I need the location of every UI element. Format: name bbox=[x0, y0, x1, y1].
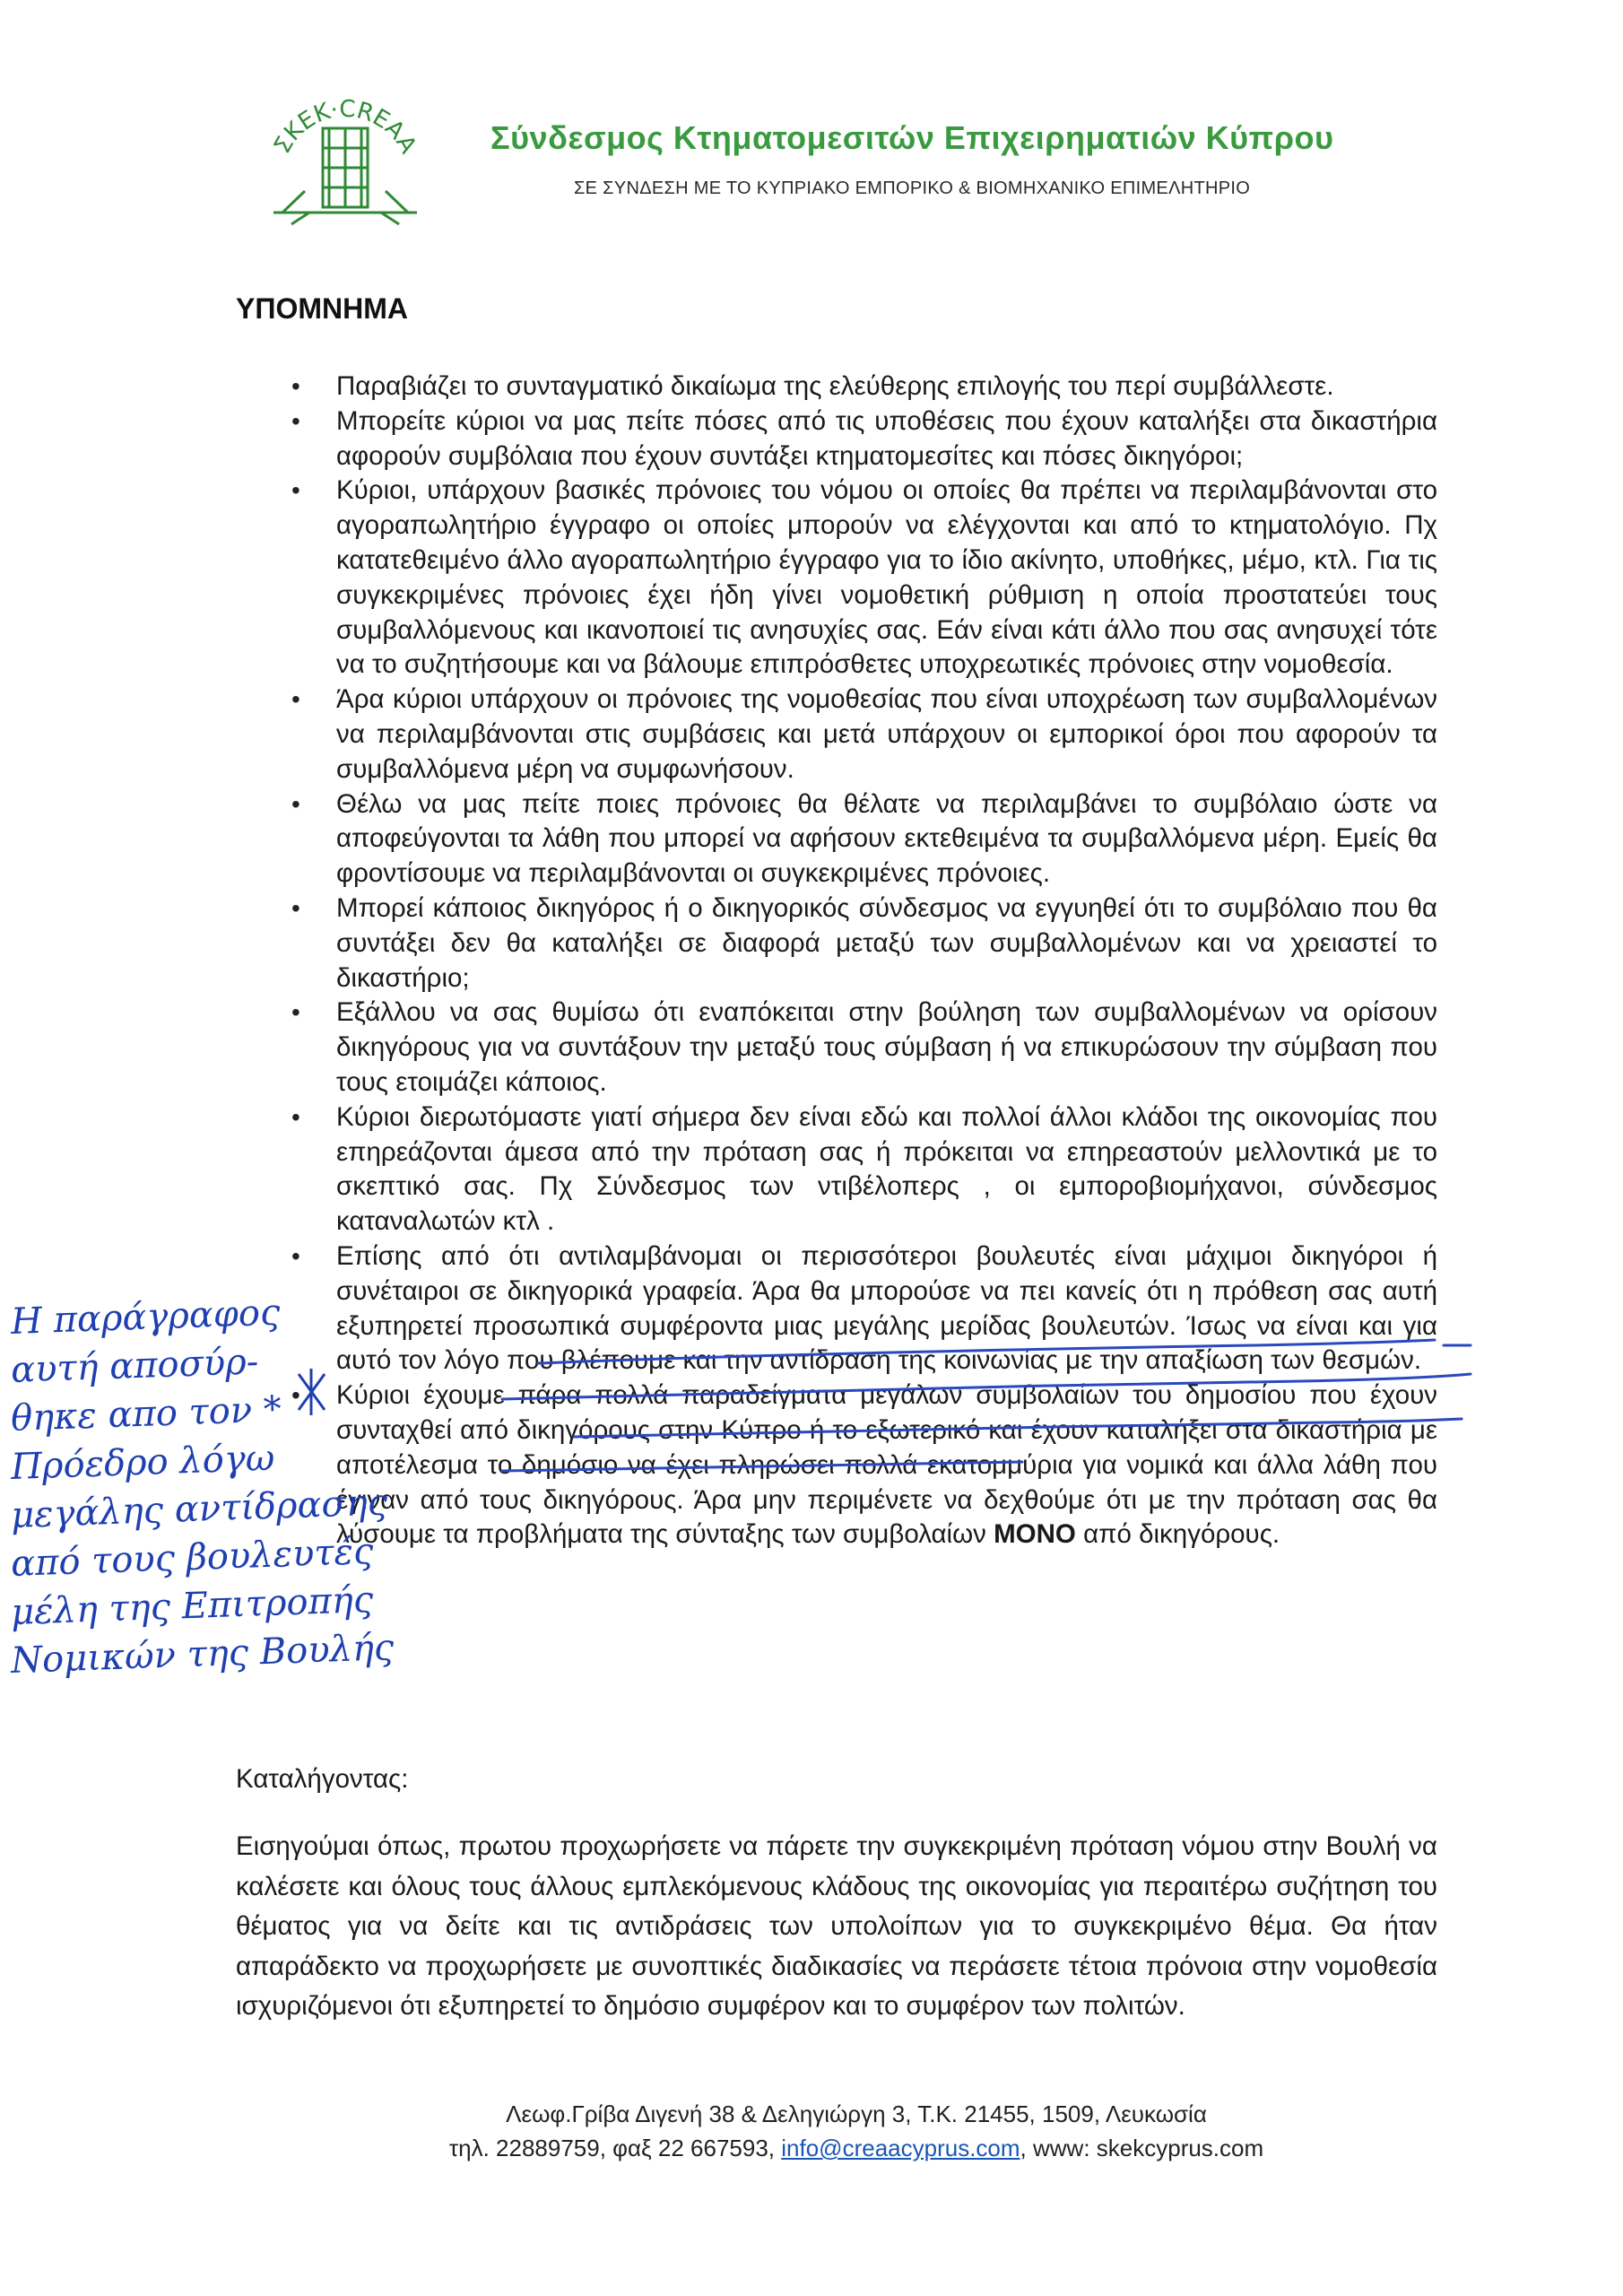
note-line: Πρόεδρο λόγω bbox=[10, 1437, 276, 1488]
bullet-item: • Θέλω να μας πείτε ποιες πρόνοιες θα θέλατε να περιλαμβάνει το συμβόλαιο ώστε να αποφεύγονται τα λάθη που μπορεί να αφήσουν εκτεθειμένα τα συμβαλλόμενα μέρη. Εμείς θα φροντίσουμε να περιλαμβάνονται οι συγκεκριμένες πρόνοιες. bbox=[236, 787, 1437, 891]
note-line: Νομικών της Βουλής bbox=[10, 1627, 395, 1682]
skek-logo-icon bbox=[256, 94, 435, 229]
bullet-item: • Κύριοι, υπάρχουν βασικές πρόνοιες του νόμου οι οποίες θα πρέπει να περιλαμβάνονται στο αγοραπωλητήριο έγγραφο οι οποίες μπορούν να ελέγχονται και από το κτηματολόγιο. Πχ κατατεθειμένο άλλο αγοραπωλητήριο έγγραφο για το ίδιο ακίνητο, υποθήκες, μέμο, κτλ. Για τις συγκεκριμένες πρόνοιες έχει ήδη γίνει νομοθετική ρύθμιση η οποία προστατεύει τους συμβαλλόμενους και ικανοποιεί τις ανησυχίες σας. Εάν είναι κάτι άλλο που σας ανησυχεί τότε να το συζητήσουμε και να βάλουμε επιπρόσθετες υποχρεωτικές πρόνοιες στην νομοθεσία. bbox=[236, 474, 1437, 683]
note-line: Η παράγραφος bbox=[10, 1292, 282, 1343]
bullet-item: • Εξάλλου να σας θυμίσω ότι εναπόκειται στην βούληση των συμβαλλομένων να ορίσουν δικηγόρους για να συντάξουν την μεταξύ τους σύμβαση ή να επικυρώσουν την σύμβαση που τους ετοιμάζει κάποιος. bbox=[236, 996, 1437, 1100]
bullet-item bbox=[236, 1378, 1437, 1552]
note-line: μέλη της Επιτροπής bbox=[10, 1578, 374, 1633]
note-line: θηκε απο τον * bbox=[10, 1388, 282, 1439]
note-line: από τους βουλευτές bbox=[10, 1530, 375, 1585]
svg-text:ΣΚΕΚ·CREAA: ΣΚΕΚ·CREAA bbox=[268, 95, 422, 159]
note-line: αυτή αποσύρ- bbox=[10, 1341, 259, 1391]
conclusion-text: Εισηγούμαι όπως, πρωτου προχωρήσετε να πάρετε την συγκεκριμένη πρόταση νόμου στην Βουλή να καλέσετε και όλους τους άλλους εμπλεκόμενους κλάδους της οικονομίας για περαιτέρω συζήτηση του θέματος για να δείτε και τις αντιδράσεις των υπολοίπων για το συγκεκριμένο θέμα. Θα ήταν απαράδεκτο να προχωρήσετε με συνοπτικές διαδικασίες να περάσετε τέτοια πρόνοια στην νομοθεσία ισχυριζόμενοι ότι εξυπηρετεί το δημόσιο συμφέρον και το συμφέρον των πολιτών. bbox=[236, 1831, 1437, 2021]
document-title: ΥΠΟΜΝΗΜΑ bbox=[236, 292, 408, 325]
bullet-item-struck: • Επίσης από ότι αντιλαμβάνομαι οι περισσότεροι βουλευτές είναι μάχιμοι δικηγόροι ή συνέταιροι σε δικηγορικά γραφεία. Άρα θα μπορούσε να πει κανείς ότι η πρόθεση σας αυτή εξυπηρετεί προσωπικά συμφέροντα μιας μεγάλης μερίδας βουλευτών. Ίσως να είναι και για αυτό τον λόγο που βλέπουμε και την αντίδραση της κοινωνίας με την απαξίωση των θεσμών. bbox=[236, 1239, 1437, 1378]
letterhead bbox=[256, 94, 1457, 229]
organization-name: Σύνδεσμος Κτηματομεσιτών Επιχειρηματιών Κύπρου bbox=[490, 119, 1334, 156]
footer-contact bbox=[45, 2135, 1623, 2162]
bullet-item: • Κύριοι διερωτόμαστε γιατί σήμερα δεν είναι εδώ και πολλοί άλλοι κλάδοι της οικονομίας που επηρεάζονται άμεσα από την πρόταση σας ή πρόκειται να επηρεαστούν μελλοντικά με το σκεπτικό σας. Πχ Σύνδεσμος των ντιβέλοπερς , οι εμποροβιομήχανοι, σύνδεσμος καταναλωτών κτλ . bbox=[236, 1100, 1437, 1239]
footer-email-link[interactable]: info@creaacyprus.com bbox=[781, 2135, 1020, 2161]
bullet-item: • Μπορείτε κύριοι να μας πείτε πόσες από τις υποθέσεις που έχουν καταλήξει στα δικαστήρια αφορούν συμβόλαια που έχουν συντάξει κτηματομεσίτες και πόσες δικηγόροι; bbox=[236, 404, 1437, 474]
organization-subtitle: ΣΕ ΣΥΝΔΕΣΗ ΜΕ ΤΟ ΚΥΠΡΙΑΚΟ ΕΜΠΟΡΙΚΟ & ΒΙΟΜΗΧΑΝΙΚΟ ΕΠΙΜΕΛΗΤΗΡΙΟ bbox=[574, 178, 1251, 198]
bullet-item: • Μπορεί κάποιος δικηγόρος ή ο δικηγορικός σύνδεσμος να εγγυηθεί ότι το συμβόλαιο που θα συντάξει δεν θα καταλήξει σε διαφορά μεταξύ των συμβαλλομένων και να χρειαστεί το δικαστήριο; bbox=[236, 891, 1437, 996]
footer-website: , www: skekcyprus.com bbox=[1020, 2135, 1264, 2161]
bullet-item: • Άρα κύριοι υπάρχουν οι πρόνοιες της νομοθεσίας που είναι υποχρέωση των συμβαλλομένων να περιλαμβάνονται στις συμβάσεις και μετά υπάρχουν οι εμπορικοί όροι που αφορούν τα συμβαλλόμενα μέρη να συμφωνήσουν. bbox=[236, 683, 1437, 787]
handwritten-margin-note bbox=[10, 1292, 395, 1682]
bullet-bold-text: ΜΟΝΟ bbox=[994, 1519, 1076, 1550]
memorandum-bullet-list bbox=[236, 370, 1437, 1552]
bullet-text: Κύριοι έχουμε πάρα πολλά παραδείγματα μεγάλων συμβολαίων του δημοσίου που έχουν συνταχθεί από δικηγόρους στην Κύπρο ή το εξωτερικό και έχουν καταλήξει στα δικαστήρια με αποτέλεσμα το δημόσιο να έχει πληρώσει πολλά εκατομμύρια για νομικά και άλλα λάθη που έγιναν από τους δικηγόρους. Άρα μην περιμένετε να δεχθούμε ότι με την πρόταση σας θα λύσουμε τα προβλήματα της σύνταξης των συμβολαίων bbox=[336, 1380, 1437, 1550]
footer-phone-fax: τηλ. 22889759, φαξ 22 667593, bbox=[448, 2135, 782, 2161]
bullet-text: από δικηγόρους. bbox=[1075, 1519, 1280, 1550]
conclusion-label: Καταλήγοντας: bbox=[236, 1764, 409, 1794]
note-line: μεγάλης αντίδρασης bbox=[10, 1482, 388, 1536]
footer-address: Λεωφ.Γρίβα Διγενή 38 & Δεληγιώργη 3, Τ.Κ. 21455, 1509, Λευκωσία bbox=[506, 2100, 1207, 2127]
bullet-item: • Παραβιάζει το συνταγματικό δικαίωμα της ελεύθερης επιλογής του περί συμβάλλεστε. bbox=[236, 370, 1437, 404]
